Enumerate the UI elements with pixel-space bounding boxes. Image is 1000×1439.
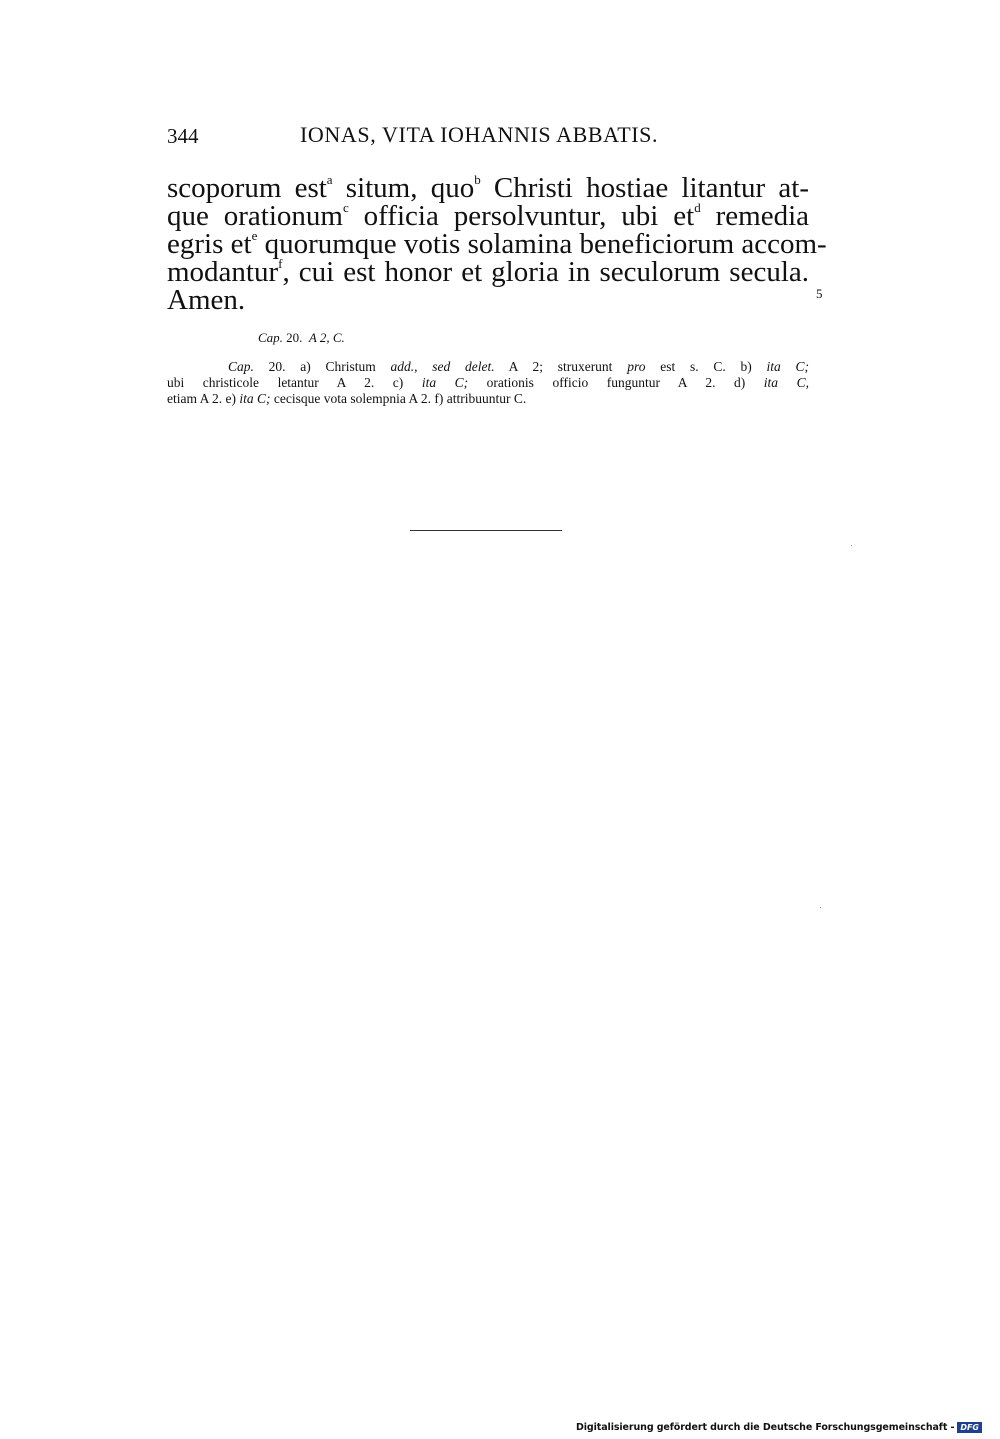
apparatus-line: Cap. 20. a) Christum add., sed delet. A 2; struxerunt pro est s. C. b) ita C; — [228, 359, 810, 374]
text-line: modantur$^f$, cui est honor et gloria in seculorum secula. — [167, 256, 809, 288]
line-number: 5 — [816, 286, 823, 301]
apparatus-line: etiam A 2. e) ita C; cecisque vota solempnia A 2. f) attribuuntur C. — [167, 391, 527, 406]
running-title: IONAS, VITA IOHANNIS ABBATIS. — [300, 122, 659, 147]
text-line: egris $et^e$ quorumque votis solamina beneficiorum accom- — [167, 228, 827, 260]
critical-apparatus — [167, 359, 809, 407]
scan-speck — [851, 545, 852, 546]
main-text — [167, 172, 827, 316]
page-number: 344 — [167, 124, 199, 148]
dfg-logo: DFG — [957, 1422, 982, 1433]
end-rule — [410, 530, 562, 531]
footer-text: Digitalisierung gefördert durch die Deutsche Forschungsgemeinschaft - — [575, 1422, 955, 1433]
footer-credit — [576, 1422, 982, 1433]
source-note: Cap. 20. A 2, C. — [258, 330, 345, 345]
text-line: que orationum$^c$ officia persolvuntur, ubi $et^d$ remedia — [167, 200, 809, 232]
text-line: Amen. — [167, 284, 246, 316]
apparatus-line: ubi christicole letantur A 2. c) ita C; orationis officio funguntur A 2. d) ita C, — [167, 375, 809, 390]
text-line: scoporum est$^a$ situm, quo$^b$ Christi hostiae litantur at- — [167, 172, 809, 204]
scan-speck — [820, 907, 821, 908]
